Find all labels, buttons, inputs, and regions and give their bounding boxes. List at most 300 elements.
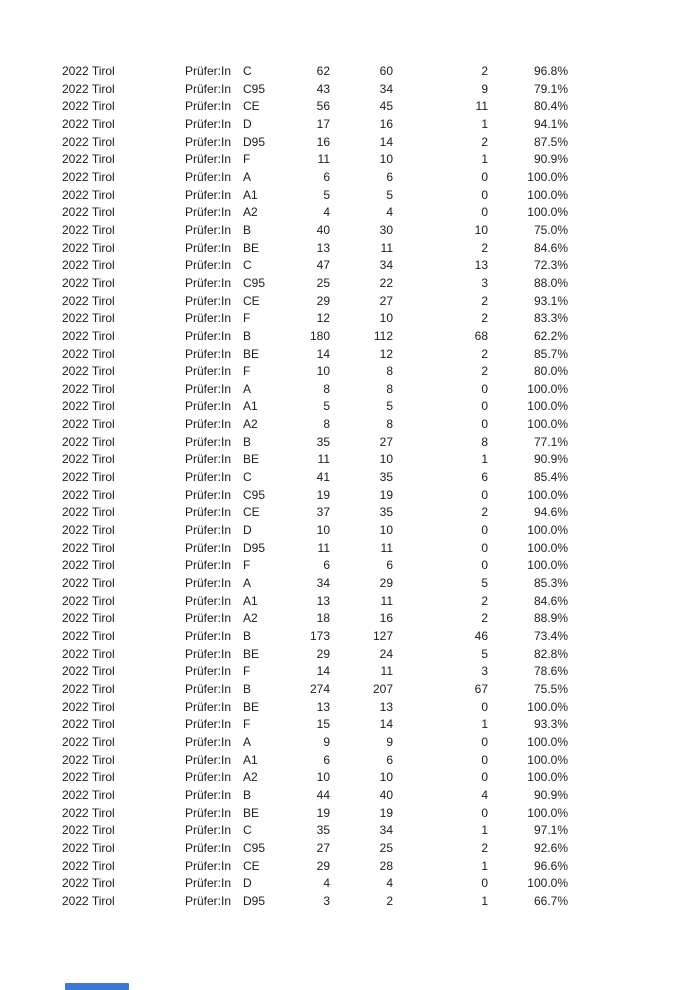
cell-license-class: BE	[243, 805, 260, 820]
cell-value-failed: 0	[481, 417, 488, 432]
table-row	[62, 504, 568, 522]
table-row	[62, 840, 568, 858]
cell-value-total: 6	[323, 169, 330, 184]
cell-value-failed: 2	[481, 293, 488, 308]
cell-value-failed: 2	[481, 240, 488, 255]
cell-year-region: 2022 Tirol	[62, 858, 115, 873]
cell-pass-rate: 93.3%	[533, 717, 568, 732]
cell-year-region: 2022 Tirol	[62, 681, 115, 696]
cell-value-total: 14	[316, 664, 330, 679]
cell-value-passed: 10	[379, 523, 393, 538]
cell-value-failed: 1	[481, 823, 488, 838]
cell-value-total: 180	[309, 328, 330, 343]
cell-value-total: 13	[316, 240, 330, 255]
cell-value-total: 19	[316, 805, 330, 820]
cell-value-passed: 10	[379, 770, 393, 785]
cell-value-passed: 10	[379, 152, 393, 167]
cell-year-region: 2022 Tirol	[62, 558, 115, 573]
cell-value-total: 56	[316, 99, 330, 114]
cell-value-passed: 4	[386, 876, 393, 891]
cell-year-region: 2022 Tirol	[62, 187, 115, 202]
cell-value-failed: 0	[481, 399, 488, 414]
cell-license-class: CE	[243, 293, 260, 308]
cell-year-region: 2022 Tirol	[62, 364, 115, 379]
cell-examiner-label: Prüfer:In	[185, 99, 232, 114]
cell-license-class: D95	[243, 540, 266, 555]
cell-pass-rate: 84.6%	[533, 240, 568, 255]
cell-license-class: D	[243, 116, 252, 131]
cell-value-passed: 4	[386, 205, 393, 220]
cell-license-class: A2	[243, 611, 258, 626]
cell-examiner-label: Prüfer:In	[185, 858, 232, 873]
cell-value-passed: 12	[379, 346, 393, 361]
cell-license-class: C	[243, 64, 252, 78]
table-row	[62, 346, 568, 364]
results-table	[62, 63, 568, 911]
cell-value-passed: 40	[379, 787, 393, 802]
cell-license-class: A	[243, 381, 252, 396]
cell-value-passed: 27	[379, 293, 393, 308]
cell-examiner-label: Prüfer:In	[185, 152, 232, 167]
cell-license-class: CE	[243, 505, 260, 520]
cell-year-region: 2022 Tirol	[62, 717, 115, 732]
cell-year-region: 2022 Tirol	[62, 576, 115, 591]
cell-value-total: 43	[316, 81, 330, 96]
cell-value-total: 62	[316, 64, 330, 78]
cell-examiner-label: Prüfer:In	[185, 205, 232, 220]
cell-value-failed: 2	[481, 311, 488, 326]
cell-value-failed: 5	[481, 576, 488, 591]
cell-examiner-label: Prüfer:In	[185, 787, 232, 802]
cell-examiner-label: Prüfer:In	[185, 876, 232, 891]
cell-license-class: BE	[243, 646, 260, 661]
cell-license-class: A1	[243, 593, 258, 608]
cell-examiner-label: Prüfer:In	[185, 222, 232, 237]
table-row	[62, 81, 568, 99]
cell-year-region: 2022 Tirol	[62, 134, 115, 149]
table-row	[62, 522, 568, 540]
cell-pass-rate: 78.6%	[533, 664, 568, 679]
cell-value-total: 27	[316, 840, 330, 855]
cell-year-region: 2022 Tirol	[62, 434, 115, 449]
cell-license-class: B	[243, 629, 252, 643]
cell-pass-rate: 100.0%	[527, 417, 568, 432]
cell-value-total: 25	[316, 275, 330, 290]
cell-examiner-label: Prüfer:In	[185, 540, 232, 555]
cell-value-total: 4	[323, 876, 330, 891]
cell-value-failed: 2	[481, 64, 488, 78]
cell-examiner-label: Prüfer:In	[185, 840, 232, 855]
cell-value-passed: 19	[379, 805, 393, 820]
table-row	[62, 204, 568, 222]
cell-value-passed: 13	[379, 699, 393, 714]
cell-value-total: 35	[316, 823, 330, 838]
cell-pass-rate: 80.4%	[533, 99, 568, 114]
cell-year-region: 2022 Tirol	[62, 275, 115, 290]
cell-year-region: 2022 Tirol	[62, 629, 115, 643]
cell-value-passed: 35	[379, 505, 393, 520]
table-row	[62, 381, 568, 399]
cell-pass-rate: 100.0%	[527, 487, 568, 502]
cell-value-failed: 0	[481, 205, 488, 220]
cell-license-class: C	[243, 823, 252, 838]
cell-pass-rate: 94.1%	[533, 116, 568, 131]
cell-value-total: 4	[323, 205, 330, 220]
table-row	[62, 257, 568, 275]
cell-value-total: 10	[316, 364, 330, 379]
cell-examiner-label: Prüfer:In	[185, 311, 232, 326]
cell-year-region: 2022 Tirol	[62, 205, 115, 220]
cell-value-failed: 0	[481, 381, 488, 396]
cell-license-class: CE	[243, 99, 260, 114]
scroll-indicator[interactable]	[65, 983, 129, 990]
cell-year-region: 2022 Tirol	[62, 734, 115, 749]
cell-pass-rate: 85.7%	[533, 346, 568, 361]
cell-pass-rate: 100.0%	[527, 523, 568, 538]
cell-value-passed: 5	[386, 187, 393, 202]
cell-license-class: F	[243, 364, 251, 379]
table-row	[62, 699, 568, 717]
cell-value-passed: 34	[379, 823, 393, 838]
cell-value-passed: 11	[380, 240, 393, 255]
cell-value-passed: 6	[386, 169, 393, 184]
cell-value-passed: 45	[379, 99, 393, 114]
cell-value-failed: 0	[481, 187, 488, 202]
cell-year-region: 2022 Tirol	[62, 452, 115, 467]
cell-examiner-label: Prüfer:In	[185, 717, 232, 732]
cell-license-class: A2	[243, 417, 258, 432]
cell-value-total: 6	[323, 752, 330, 767]
cell-pass-rate: 100.0%	[527, 187, 568, 202]
cell-pass-rate: 90.9%	[533, 787, 568, 802]
table-row	[62, 822, 568, 840]
table-row	[62, 363, 568, 381]
cell-year-region: 2022 Tirol	[62, 381, 115, 396]
cell-value-failed: 0	[481, 699, 488, 714]
cell-pass-rate: 90.9%	[533, 152, 568, 167]
cell-value-failed: 1	[481, 717, 488, 732]
cell-value-failed: 3	[481, 275, 488, 290]
cell-value-total: 8	[323, 417, 330, 432]
cell-value-failed: 0	[481, 523, 488, 538]
cell-license-class: A	[243, 169, 252, 184]
cell-examiner-label: Prüfer:In	[185, 664, 232, 679]
cell-pass-rate: 84.6%	[533, 593, 568, 608]
cell-license-class: BE	[243, 699, 260, 714]
cell-license-class: B	[243, 787, 252, 802]
cell-value-passed: 11	[380, 593, 393, 608]
cell-value-passed: 34	[379, 258, 393, 273]
cell-license-class: A	[243, 576, 252, 591]
cell-value-failed: 0	[481, 752, 488, 767]
table-row	[62, 487, 568, 505]
table-row	[62, 310, 568, 328]
cell-year-region: 2022 Tirol	[62, 346, 115, 361]
cell-pass-rate: 100.0%	[527, 734, 568, 749]
cell-value-failed: 2	[481, 346, 488, 361]
table-row	[62, 328, 568, 346]
cell-year-region: 2022 Tirol	[62, 646, 115, 661]
cell-value-passed: 8	[386, 417, 393, 432]
table-row	[62, 151, 568, 169]
cell-pass-rate: 73.4%	[533, 629, 568, 643]
cell-examiner-label: Prüfer:In	[185, 699, 232, 714]
cell-pass-rate: 100.0%	[527, 205, 568, 220]
cell-examiner-label: Prüfer:In	[185, 734, 232, 749]
cell-value-failed: 2	[481, 364, 488, 379]
cell-pass-rate: 75.0%	[533, 222, 568, 237]
cell-license-class: C95	[243, 81, 266, 96]
cell-value-passed: 25	[379, 840, 393, 855]
cell-value-passed: 60	[379, 64, 393, 78]
cell-license-class: F	[243, 311, 251, 326]
cell-year-region: 2022 Tirol	[62, 752, 115, 767]
cell-pass-rate: 85.3%	[533, 576, 568, 591]
cell-license-class: A2	[243, 205, 258, 220]
cell-examiner-label: Prüfer:In	[185, 452, 232, 467]
cell-pass-rate: 100.0%	[527, 805, 568, 820]
cell-examiner-label: Prüfer:In	[185, 646, 232, 661]
cell-value-total: 12	[316, 311, 330, 326]
cell-license-class: B	[243, 434, 252, 449]
cell-pass-rate: 62.2%	[533, 328, 568, 343]
table-row	[62, 434, 568, 452]
cell-pass-rate: 93.1%	[533, 293, 568, 308]
cell-examiner-label: Prüfer:In	[185, 346, 232, 361]
cell-value-passed: 5	[386, 399, 393, 414]
cell-license-class: D95	[243, 893, 266, 908]
cell-examiner-label: Prüfer:In	[185, 505, 232, 520]
table-row	[62, 416, 568, 434]
cell-examiner-label: Prüfer:In	[185, 134, 232, 149]
table-row	[62, 169, 568, 187]
cell-value-passed: 8	[386, 364, 393, 379]
cell-examiner-label: Prüfer:In	[185, 169, 232, 184]
cell-year-region: 2022 Tirol	[62, 823, 115, 838]
table-row	[62, 187, 568, 205]
cell-license-class: D	[243, 876, 252, 891]
cell-license-class: F	[243, 558, 251, 573]
cell-license-class: B	[243, 222, 252, 237]
cell-value-failed: 67	[474, 681, 488, 696]
cell-value-failed: 0	[481, 734, 488, 749]
cell-examiner-label: Prüfer:In	[185, 293, 232, 308]
cell-value-total: 13	[316, 593, 330, 608]
cell-value-total: 34	[316, 576, 330, 591]
cell-examiner-label: Prüfer:In	[185, 752, 232, 767]
table-row	[62, 469, 568, 487]
cell-examiner-label: Prüfer:In	[185, 681, 232, 696]
cell-examiner-label: Prüfer:In	[185, 823, 232, 838]
cell-license-class: F	[243, 664, 251, 679]
cell-value-passed: 11	[380, 664, 393, 679]
cell-value-failed: 9	[481, 81, 488, 96]
table-row	[62, 575, 568, 593]
cell-examiner-label: Prüfer:In	[185, 328, 232, 343]
cell-license-class: F	[243, 152, 251, 167]
cell-license-class: D	[243, 523, 252, 538]
cell-value-passed: 14	[379, 717, 393, 732]
table-row	[62, 593, 568, 611]
cell-license-class: BE	[243, 452, 260, 467]
cell-value-failed: 6	[481, 470, 488, 485]
cell-year-region: 2022 Tirol	[62, 805, 115, 820]
cell-pass-rate: 94.6%	[533, 505, 568, 520]
cell-year-region: 2022 Tirol	[62, 64, 115, 78]
table-row	[62, 540, 568, 558]
cell-value-failed: 2	[481, 840, 488, 855]
cell-value-total: 10	[316, 770, 330, 785]
cell-value-total: 19	[316, 487, 330, 502]
cell-value-passed: 207	[372, 681, 393, 696]
cell-license-class: C95	[243, 275, 266, 290]
cell-value-passed: 9	[386, 734, 393, 749]
cell-pass-rate: 100.0%	[527, 381, 568, 396]
cell-license-class: B	[243, 681, 252, 696]
table-row	[62, 805, 568, 823]
cell-pass-rate: 92.6%	[533, 840, 568, 855]
cell-pass-rate: 77.1%	[533, 434, 568, 449]
cell-value-failed: 0	[481, 487, 488, 502]
cell-value-failed: 2	[481, 593, 488, 608]
cell-value-total: 173	[309, 629, 330, 643]
cell-pass-rate: 88.0%	[533, 275, 568, 290]
cell-value-failed: 1	[481, 116, 488, 131]
table-row	[62, 628, 568, 646]
cell-value-total: 11	[317, 540, 330, 555]
table-row	[62, 293, 568, 311]
cell-year-region: 2022 Tirol	[62, 116, 115, 131]
cell-pass-rate: 79.1%	[533, 81, 568, 96]
cell-pass-rate: 75.5%	[533, 681, 568, 696]
cell-license-class: C	[243, 258, 252, 273]
cell-license-class: D95	[243, 134, 266, 149]
cell-value-total: 29	[316, 293, 330, 308]
cell-value-failed: 0	[481, 770, 488, 785]
cell-examiner-label: Prüfer:In	[185, 487, 232, 502]
table-row	[62, 134, 568, 152]
cell-value-failed: 10	[474, 222, 488, 237]
cell-examiner-label: Prüfer:In	[185, 629, 232, 643]
cell-examiner-label: Prüfer:In	[185, 434, 232, 449]
cell-examiner-label: Prüfer:In	[185, 64, 232, 78]
cell-examiner-label: Prüfer:In	[185, 893, 232, 908]
cell-pass-rate: 100.0%	[527, 752, 568, 767]
cell-value-total: 47	[316, 258, 330, 273]
cell-value-failed: 11	[475, 99, 488, 114]
cell-license-class: A1	[243, 752, 258, 767]
cell-value-failed: 2	[481, 134, 488, 149]
cell-value-total: 29	[316, 646, 330, 661]
cell-license-class: C95	[243, 487, 266, 502]
cell-year-region: 2022 Tirol	[62, 99, 115, 114]
table-row	[62, 769, 568, 787]
cell-pass-rate: 83.3%	[533, 311, 568, 326]
cell-value-total: 5	[323, 187, 330, 202]
cell-value-failed: 2	[481, 505, 488, 520]
cell-year-region: 2022 Tirol	[62, 169, 115, 184]
cell-value-failed: 0	[481, 540, 488, 555]
cell-pass-rate: 100.0%	[527, 770, 568, 785]
cell-value-passed: 2	[386, 893, 393, 908]
cell-value-passed: 19	[379, 487, 393, 502]
cell-examiner-label: Prüfer:In	[185, 364, 232, 379]
table-row	[62, 681, 568, 699]
table-row	[62, 610, 568, 628]
cell-value-total: 10	[316, 523, 330, 538]
cell-value-passed: 28	[379, 858, 393, 873]
cell-value-total: 37	[316, 505, 330, 520]
cell-license-class: BE	[243, 240, 260, 255]
table-row	[62, 752, 568, 770]
table-row	[62, 663, 568, 681]
cell-value-total: 35	[316, 434, 330, 449]
cell-year-region: 2022 Tirol	[62, 311, 115, 326]
cell-value-passed: 112	[373, 328, 393, 343]
cell-value-failed: 5	[481, 646, 488, 661]
cell-examiner-label: Prüfer:In	[185, 523, 232, 538]
cell-pass-rate: 100.0%	[527, 699, 568, 714]
cell-value-total: 17	[316, 116, 330, 131]
cell-year-region: 2022 Tirol	[62, 593, 115, 608]
cell-examiner-label: Prüfer:In	[185, 187, 232, 202]
cell-license-class: BE	[243, 346, 260, 361]
cell-value-failed: 0	[481, 805, 488, 820]
cell-value-failed: 13	[474, 258, 488, 273]
cell-year-region: 2022 Tirol	[62, 523, 115, 538]
cell-pass-rate: 82.8%	[533, 646, 568, 661]
cell-license-class: C95	[243, 840, 266, 855]
cell-value-failed: 8	[481, 434, 488, 449]
cell-value-passed: 22	[379, 275, 393, 290]
cell-year-region: 2022 Tirol	[62, 152, 115, 167]
cell-examiner-label: Prüfer:In	[185, 399, 232, 414]
cell-pass-rate: 88.9%	[533, 611, 568, 626]
cell-value-passed: 127	[372, 629, 393, 643]
cell-license-class: F	[243, 717, 251, 732]
cell-examiner-label: Prüfer:In	[185, 240, 232, 255]
table-row	[62, 222, 568, 240]
cell-value-failed: 46	[474, 629, 488, 643]
cell-year-region: 2022 Tirol	[62, 417, 115, 432]
cell-value-passed: 10	[379, 452, 393, 467]
table-row	[62, 557, 568, 575]
cell-value-total: 274	[309, 681, 330, 696]
cell-examiner-label: Prüfer:In	[185, 593, 232, 608]
cell-value-passed: 6	[386, 752, 393, 767]
table-row	[62, 451, 568, 469]
cell-year-region: 2022 Tirol	[62, 787, 115, 802]
cell-value-total: 5	[323, 399, 330, 414]
cell-value-total: 18	[316, 611, 330, 626]
cell-examiner-label: Prüfer:In	[185, 611, 232, 626]
cell-license-class: A1	[243, 399, 258, 414]
cell-year-region: 2022 Tirol	[62, 258, 115, 273]
table-row	[62, 63, 568, 81]
cell-examiner-label: Prüfer:In	[185, 770, 232, 785]
cell-value-failed: 0	[481, 169, 488, 184]
cell-value-passed: 24	[379, 646, 393, 661]
cell-year-region: 2022 Tirol	[62, 328, 115, 343]
cell-value-failed: 1	[481, 152, 488, 167]
cell-year-region: 2022 Tirol	[62, 222, 115, 237]
cell-year-region: 2022 Tirol	[62, 505, 115, 520]
cell-value-total: 29	[316, 858, 330, 873]
table-row	[62, 875, 568, 893]
cell-value-passed: 34	[379, 81, 393, 96]
table-row	[62, 716, 568, 734]
cell-value-total: 40	[316, 222, 330, 237]
